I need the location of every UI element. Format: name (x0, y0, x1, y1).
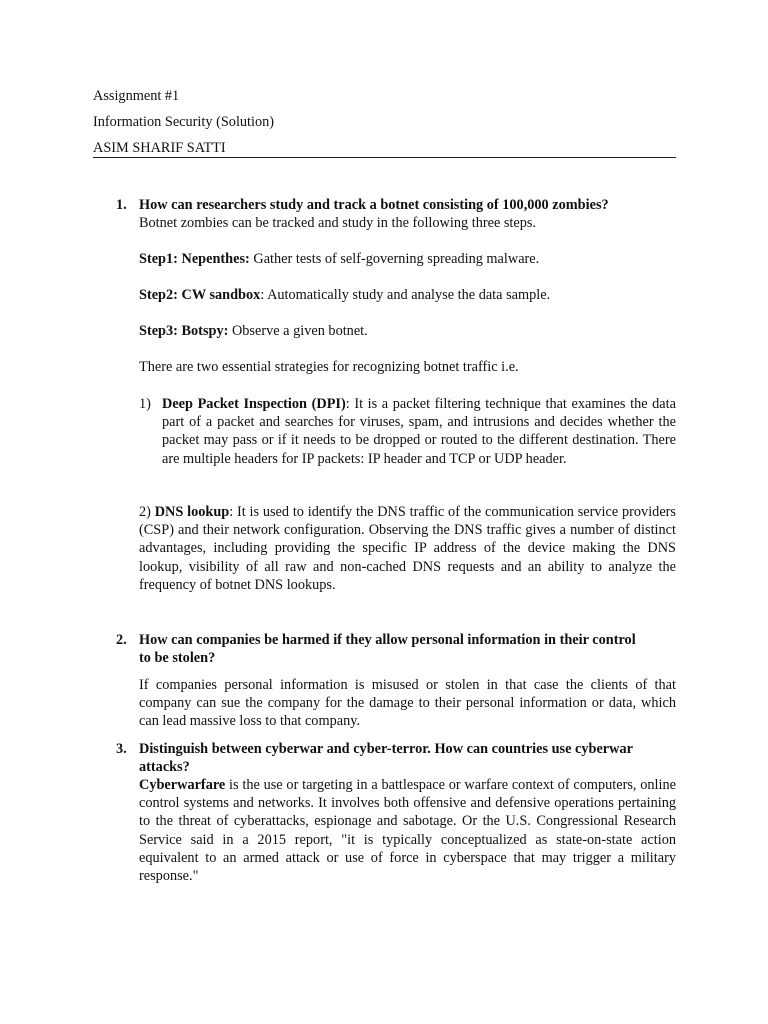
course-title: Information Security (Solution) (93, 114, 275, 130)
step-2 (139, 286, 676, 304)
dns-number: 2) (139, 504, 151, 520)
dns-text: : It is used to identify the DNS traffic of the communication service providers (CSP) and their network configuration. Observing the DNS traffic gives a number of distinct advantages, including providing the specific IP address of the device making the DNS lookup, visibility of all raw and non-cached DNS requests and an ability to analyze the frequency of botnet DNS lookups. (139, 504, 676, 593)
question-1-intro: Botnet zombies can be tracked and study in the following three steps. (139, 215, 537, 231)
step-2-text: : Automatically study and analyse the data sample. (260, 287, 551, 303)
question-2-answer: If companies personal information is misused or stolen in that case the clients of that company can sue the company for the damage to their personal information or data, which can lead massive loss to that company. (139, 677, 676, 730)
assignment-label: Assignment #1 (93, 88, 180, 104)
question-2-text: How can companies be harmed if they allow personal information in their control to be stolen? (139, 632, 636, 667)
step-1-text: Gather tests of self-governing spreading malware. (249, 251, 540, 267)
step-3-label: Step3: (139, 323, 178, 339)
header-divider (93, 157, 676, 158)
step-3 (139, 322, 676, 340)
question-1-text: How can researchers study and track a botnet consisting of 100,000 zombies? (139, 197, 609, 213)
dpi-term: Deep Packet Inspection (DPI) (162, 396, 346, 412)
author-name: ASIM SHARIF SATTI (93, 140, 226, 156)
dns-paragraph (139, 503, 676, 594)
cyberwarfare-term: Cyberwarfare (139, 777, 226, 793)
step-2-label: Step2: (139, 287, 178, 303)
question-1-number: 1. (116, 197, 127, 213)
step-2-tool: CW sandbox (181, 287, 261, 303)
dpi-text: : It is a packet filtering technique that examines the data part of a packet and searches for viruses, spam, and intrusions and decides whether the packet may pass or if it needs to be dropped or routed to the different destination. There are multiple headers for IP packets: IP header and TCP or UDP header. (162, 396, 676, 467)
question-3-answer (139, 776, 676, 885)
dpi-paragraph (162, 395, 676, 468)
step-1-label: Step1: (139, 251, 178, 267)
cyberwarfare-text: is the use or targeting in a battlespace or warfare context of computers, online control systems and networks. It involves both offensive and defensive operations pertaining to the threat of cyberattacks, espionage and sabotage. Or the U.S. Congressional Research Service said in a 2015 report, "it is typically conceptualized as state-on-state action equivalent to an armed attack or use of force in cyberspace that may trigger a military response." (139, 777, 676, 885)
dns-term: DNS lookup (154, 504, 230, 520)
question-2-number: 2. (116, 632, 127, 648)
strategies-intro: There are two essential strategies for recognizing botnet traffic i.e. (139, 359, 519, 375)
step-3-tool: Botspy: (181, 323, 229, 339)
step-3-text: Observe a given botnet. (228, 323, 368, 339)
step-1-tool: Nepenthes: (181, 251, 250, 267)
dpi-number: 1) (139, 396, 151, 412)
question-3-number: 3. (116, 741, 127, 757)
question-3-text: Distinguish between cyberwar and cyber-terror. How can countries use cyberwar attacks? (139, 741, 633, 776)
step-1 (139, 250, 676, 268)
